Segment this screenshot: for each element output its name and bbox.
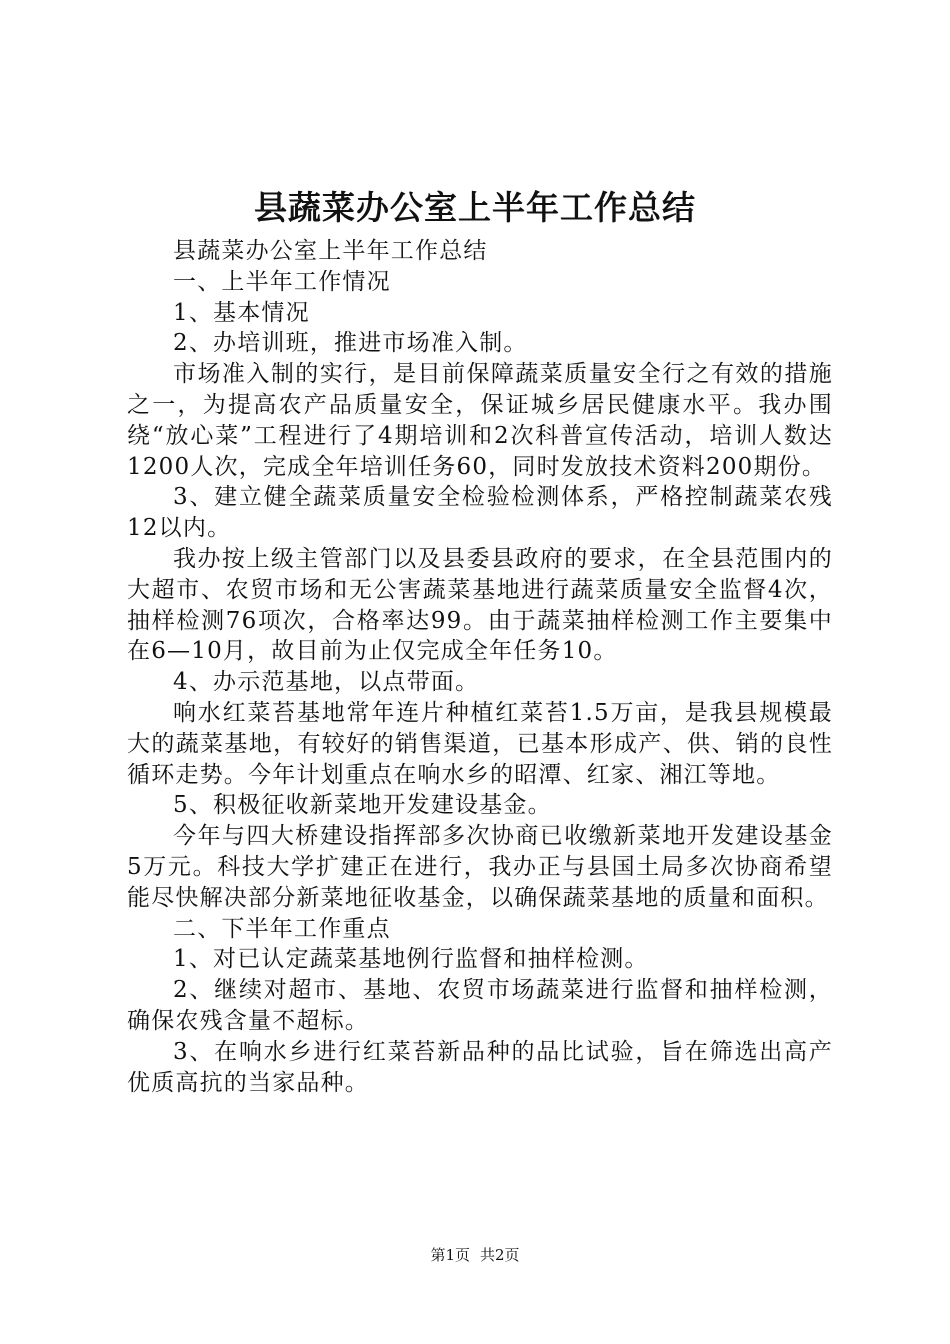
paragraph: 响水红菜苔基地常年连片种植红菜苔1.5万亩，是我县规模最大的蔬菜基地，有较好的销售渠道，已基本形成产、供、销的良性循环走势。今年计划重点在响水乡的昭潭、红家、湘江等地。 bbox=[127, 699, 833, 788]
paragraph: 市场准入制的实行，是目前保障蔬菜质量安全行之有效的措施之一，为提高农产品质量安全，保证城乡居民健康水平。我办围绕“放心菜”工程进行了4期培训和2次科普宣传活动，培训人数达1200人次，完成全年培训任务60，同时发放技术资料200期份。 bbox=[127, 361, 833, 480]
paragraph: 我办按上级主管部门以及县委县政府的要求，在全县范围内的大超市、农贸市场和无公害蔬菜基地进行蔬菜质量安全监督4次，抽样检测76项次，合格率达99。由于蔬菜抽样检测工作主要集中在6—10月，故目前为止仅完成全年任务10。 bbox=[127, 545, 833, 665]
page-number: 第1页 bbox=[430, 1246, 470, 1264]
paragraph: 二、下半年工作重点 bbox=[173, 915, 391, 942]
paragraph: 2、办培训班，推进市场准入制。 bbox=[173, 330, 528, 357]
paragraph: 1、基本情况 bbox=[173, 299, 310, 326]
paragraph: 5、积极征收新菜地开发建设基金。 bbox=[173, 792, 552, 819]
paragraph: 县蔬菜办公室上半年工作总结 bbox=[173, 238, 488, 264]
page-footer bbox=[0, 1245, 950, 1265]
paragraph: 4、办示范基地，以点带面。 bbox=[173, 669, 480, 696]
page-total: 共2页 bbox=[480, 1246, 520, 1264]
paragraph: 今年与四大桥建设指挥部多次协商已收缴新菜地开发建设基金5万元。科技大学扩建正在进行，我办正与县国土局多次协商希望能尽快解决部分新菜地征收基金，以确保蔬菜基地的质量和面积。 bbox=[127, 823, 833, 911]
paragraph: 2、继续对超市、基地、农贸市场蔬菜进行监督和抽样检测，确保农残含量不超标。 bbox=[127, 977, 833, 1034]
paragraph: 一、上半年工作情况 bbox=[173, 268, 391, 295]
paragraph: 3、在响水乡进行红菜苔新品种的品比试验，旨在筛选出高产优质高抗的当家品种。 bbox=[127, 1038, 833, 1096]
paragraph: 3、建立健全蔬菜质量安全检验检测体系，严格控制蔬菜农残12以内。 bbox=[127, 484, 833, 542]
document-title: 县蔬菜办公室上半年工作总结 bbox=[254, 188, 696, 227]
document-body bbox=[127, 236, 833, 1098]
paragraph: 1、对已认定蔬菜基地例行监督和抽样检测。 bbox=[173, 946, 649, 973]
